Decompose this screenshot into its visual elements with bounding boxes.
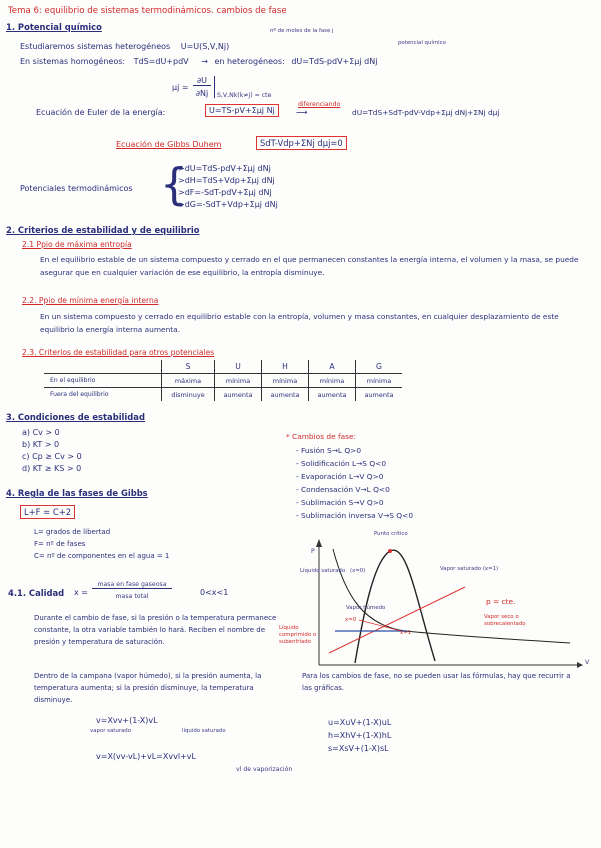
table-row xyxy=(44,388,402,402)
paragraph-dome: Dentro de la campana (vapor húmedo), si la presión aumenta, la temperatura aumenta; si la presión disminuye, la temperatura disminuye. xyxy=(34,672,262,704)
quality-numerator: masa en fase gaseosa xyxy=(92,581,172,589)
p-axis-label: P xyxy=(311,548,315,555)
paragraph-graphs: Para los cambios de fase, no se pueden usar las fórmulas, hay que recurrir a las gráficas. xyxy=(302,672,571,692)
condition-a: a) Cv > 0 xyxy=(22,428,60,437)
vaporization-note: vl de vaporización xyxy=(236,766,293,773)
subsection-2-3: 2.3. Criterios de estabilidad para otros potenciales xyxy=(22,348,215,357)
potential-u: >dU=TdS-pdV+Σμj dNj xyxy=(178,164,271,173)
phase-inverse-sublimation: - Sublimación inversa V→S Q<0 xyxy=(296,511,414,520)
table-header: S xyxy=(162,360,215,374)
moles-note: nº de moles de la fase j xyxy=(270,28,334,34)
paragraph-2-1: En el equilibrio estable de un sistema compuesto y cerrado en el que permanecen constantes la energía interna, el volumen y la masa, se puede asegurar que en cualquier variación de ese equilibrio, la entropía disminuye. xyxy=(40,255,579,277)
euler-label: Ecuación de Euler de la energía: xyxy=(36,108,166,117)
def-l: L= grados de libertad xyxy=(34,528,111,536)
paragraph-2-2: En un sistema compuesto y cerrado en equilibrio estable con la entropía, volumen y masa constantes, en cualquier desplazamiento de este equilibrio la energía interna aumenta. xyxy=(40,312,559,334)
stability-table xyxy=(44,360,402,401)
potential-f: >dF=-SdT-pdV+Σμj dNj xyxy=(178,188,272,197)
potential-note: potencial químico xyxy=(398,40,446,46)
table-cell: mínima xyxy=(309,374,356,388)
table-header: A xyxy=(309,360,356,374)
mu-lhs: μj = xyxy=(172,83,189,92)
saturated-liquid-x0: (x=0) xyxy=(350,568,366,574)
page-title: Tema 6: equilibrio de sistemas termodinámicos. cambios de fase xyxy=(8,6,287,16)
def-c-water: en el agua = 1 xyxy=(117,552,170,560)
potentials-label: Potenciales termodinámicos xyxy=(20,184,133,193)
table-cell: aumenta xyxy=(309,388,356,402)
row-label: En el equilibrio xyxy=(44,374,162,388)
phase-fusion: - Fusión S→L Q>0 xyxy=(296,446,362,455)
row-label: Fuera del equilibrio xyxy=(50,391,109,398)
table-cell: aumenta xyxy=(356,388,403,402)
saturated-vapor-label: Vapor saturado (x=1) xyxy=(440,566,499,572)
brace-icon: { xyxy=(160,159,188,210)
def-c-line xyxy=(34,552,169,560)
table-header: H xyxy=(262,360,309,374)
homo-line xyxy=(20,57,377,66)
gibbs-duhem-eq: SdT-Vdp+ΣNj dμj=0 xyxy=(256,136,347,150)
specific-volume-eq: v=Xvv+(1-X)vL xyxy=(96,716,158,725)
superheated-vapor-label: Vapor seco o sobrecalentado xyxy=(484,614,526,627)
euler-equation: U=TS-pV+Σμj Nj xyxy=(205,104,279,117)
gibbs-duhem-label: Ecuación de Gibbs Duhem xyxy=(116,140,222,149)
v-axis-label: V xyxy=(585,659,590,666)
paragraph-saturation: Durante el cambio de fase, si la presión o la temperatura permanece constante, la otra variable también lo hará. Reciben el nombre de presión y temperatura de saturación. xyxy=(34,614,277,646)
table-cell: mínima xyxy=(262,374,309,388)
x1-marker-label: x=1 xyxy=(400,630,412,636)
critical-point-marker xyxy=(388,549,392,553)
quality-range: 0<x<1 xyxy=(200,588,229,597)
section-2-heading-text: 2. Criterios de estabilidad y de equilibrio xyxy=(6,225,200,235)
hetero-line xyxy=(20,42,229,51)
condition-d: d) KT ≥ KS > 0 xyxy=(22,464,82,473)
potential-h: >dH=TdS+Vdp+Σμj dNj xyxy=(178,176,275,185)
table-header: U xyxy=(215,360,262,374)
section-3-heading xyxy=(6,412,145,422)
arrow-icon: → xyxy=(201,57,208,66)
table-row xyxy=(44,374,402,388)
entropy-eq: s=XsV+(1-X)sL xyxy=(328,744,389,753)
section-4-heading-text: 4. Regla de las fases de Gibbs xyxy=(6,488,148,498)
phase-condensation: - Condensación V→L Q<0 xyxy=(296,485,390,494)
mu-condition: S,V,Nk(k≠j) = cte xyxy=(217,92,272,99)
x0-marker-label: x=0 xyxy=(345,617,357,623)
condition-c: c) Cp ≥ Cv > 0 xyxy=(22,452,82,461)
mu-numerator: ∂U xyxy=(193,76,211,86)
hetero-label: en heterogéneos: xyxy=(214,57,285,66)
phase-sublimation: - Sublimación S→V Q>0 xyxy=(296,498,384,507)
phase-evaporation: - Evaporación L→V Q>0 xyxy=(296,472,384,481)
pv-diagram xyxy=(315,535,585,670)
table-cell: máxima xyxy=(162,374,215,388)
v-axis-arrow-icon xyxy=(577,662,583,668)
constant-pressure-label: p = cte. xyxy=(486,597,516,606)
mu-bar xyxy=(214,76,215,98)
section-3-heading-text: 3. Condiciones de estabilidad xyxy=(6,412,145,422)
homo-text: En sistemas homogéneos: xyxy=(20,57,126,66)
wet-vapor-label: Vapor húmedo xyxy=(346,605,386,611)
section-4-heading xyxy=(6,488,148,498)
vapor-saturated-label: vapor saturado xyxy=(90,728,132,734)
def-f: F= nº de fases xyxy=(34,540,86,548)
u-function: U=U(S,V,Nj) xyxy=(180,42,230,51)
table-cell: mínima xyxy=(215,374,262,388)
table-corner xyxy=(44,360,162,374)
homo-eq: TdS=dU+pdV xyxy=(133,57,189,66)
subsection-2-2: 2.2. Ppio de mínima energía interna xyxy=(22,296,159,305)
energy-eq: u=XuV+(1-X)uL xyxy=(328,718,392,727)
table-cell: mínima xyxy=(356,374,403,388)
section-2-heading xyxy=(6,225,199,235)
table-cell: aumenta xyxy=(262,388,309,402)
p-axis-arrow-icon xyxy=(316,539,322,547)
condition-b: b) KT > 0 xyxy=(22,440,60,449)
euler-differential: dU=TdS+SdT-pdV-Vdp+Σμj dNj+ΣNj dμj xyxy=(352,108,500,117)
quality-denominator: masa total xyxy=(115,593,149,600)
enthalpy-eq: h=XhV+(1-X)hL xyxy=(328,731,392,740)
liquid-saturated-label: líquido saturado xyxy=(182,728,226,734)
def-c: C= nº de componentes xyxy=(34,552,116,560)
specific-volume-eq-2: v=X(vv-vL)+vL=Xvvl+vL xyxy=(96,752,196,761)
phase-changes-heading: * Cambios de fase: xyxy=(286,432,357,441)
table-cell: aumenta xyxy=(215,388,262,402)
table-cell: disminuye xyxy=(162,388,215,402)
hetero-eq: dU=TdS-pdV+Σμj dNj xyxy=(291,57,378,66)
mu-denominator: ∂Nj xyxy=(195,89,209,98)
table-header: G xyxy=(356,360,403,374)
compressed-liquid-label: Líquido comprimido o subenfriado xyxy=(279,625,317,645)
subsection-2-1: 2.1 Ppio de máxima entropía xyxy=(22,240,132,249)
critical-point-label: Punto crítico xyxy=(374,531,408,537)
saturated-liquid-label: Líquido saturado xyxy=(300,568,346,574)
section-4-1-heading: 4.1. Calidad xyxy=(8,588,65,598)
quality-lhs: x = xyxy=(74,588,88,597)
section-1-heading-text: 1. Potencial químico xyxy=(6,22,102,32)
potential-g: >dG=-SdT+Vdp+Σμj dNj xyxy=(178,200,278,209)
arrow-icon-2: ⟶ xyxy=(296,108,308,117)
table-header-row xyxy=(44,360,402,374)
hetero-text: Estudiaremos sistemas heterogéneos xyxy=(20,42,171,51)
phase-solidification: - Solidificación L→S Q<0 xyxy=(296,459,387,468)
euler-arrow-label: diferenciando xyxy=(298,101,341,108)
gibbs-phase-rule: L+F = C+2 xyxy=(20,505,75,519)
section-1-heading xyxy=(6,22,102,32)
